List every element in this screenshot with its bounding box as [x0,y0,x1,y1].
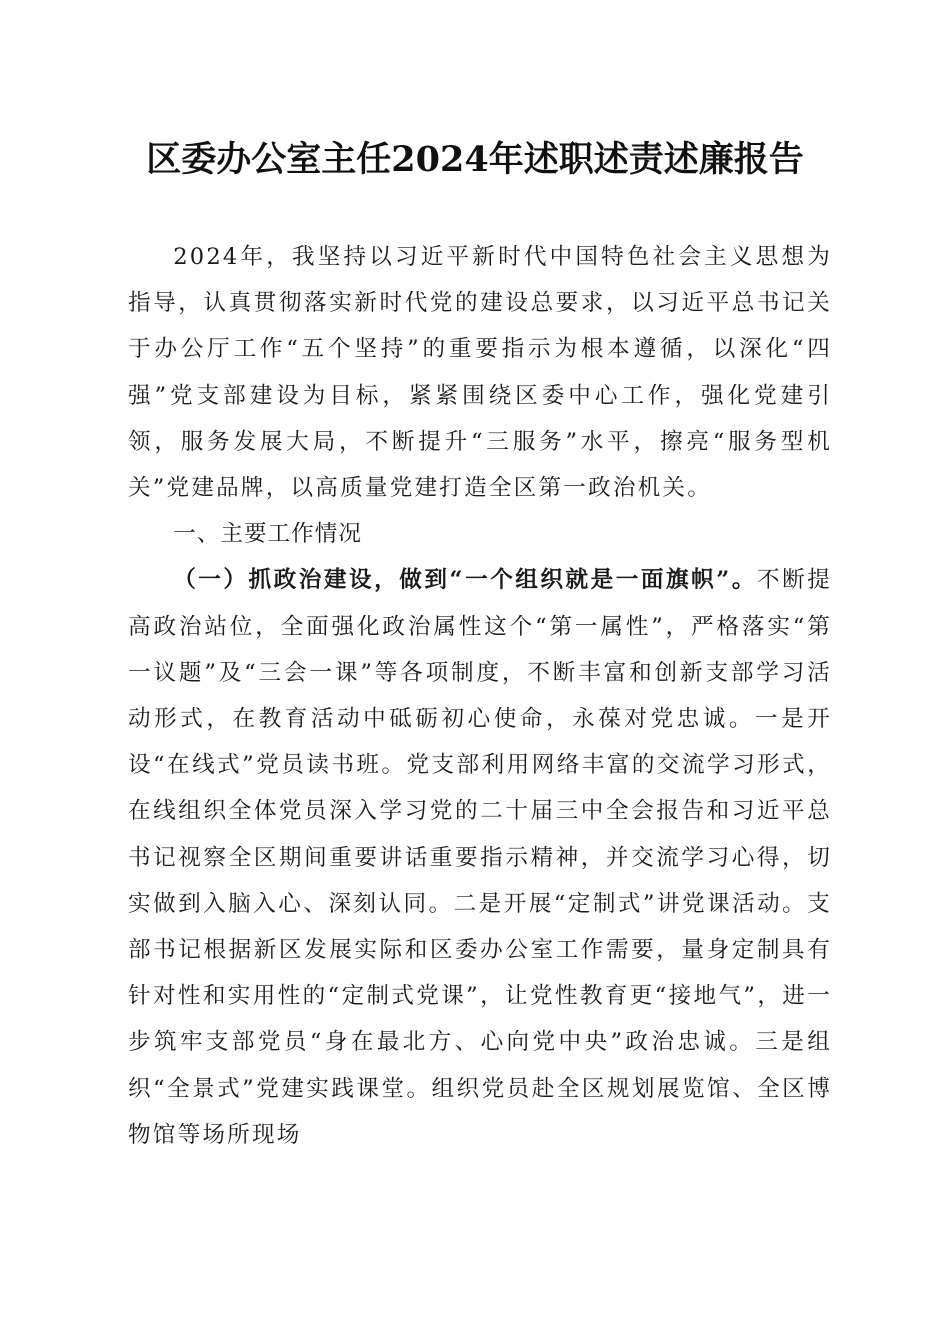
document-title: 区委办公室主任2024年述职述责述廉报告 [146,139,804,180]
subsection-title: （一）抓政治建设，做到“一个组织就是一面旗帜”。 [173,567,757,594]
subsection-body: 不断提高政治站位，全面强化政治属性这个“第一属性”，严格落实“第一议题”及“三会一课”等各项制度，不断丰富和创新支部学习活动形式，在教育活动中砥砺初心使命，永葆对党忠诚。一是开设“在线式”党员读书班。党支部利用网络丰富的交流学习形式，在线组织全体党员深入学习党的二十届三中全会报告和习近平总书记视察全区期间重要讲话重要指示精神，并交流学习心得，切实做到入脑入心、深刻认同。二是开展“定制式”讲党课活动。支部书记根据新区发展实际和区委办公室工作需要，量身定制具有针对性和实用性的“定制式党课”，让党性教育更“接地气”，进一步筑牢支部党员“身在最北方、心向党中央”政治忠诚。三是组织“全景式”党建实践课堂。组织党员赴全区规划展览馆、全区博物馆等场所现场 [128,567,832,1148]
subsection-paragraph-political-construction [128,557,832,1158]
section-heading-main-work: 一、主要工作情况 [173,521,362,548]
document-body [128,234,832,1158]
intro-paragraph: 2024年，我坚持以习近平新时代中国特色社会主义思想为指导，认真贯彻落实新时代党的建设总要求，以习近平总书记关于办公厅工作“五个坚持”的重要指示为根本遵循，以深化“四强”党支部建设为目标，紧紧围绕区委中心工作，强化党建引领，服务发展大局，不断提升“三服务”水平，擦亮“服务型机关”党建品牌，以高质量党建打造全区第一政治机关。 [128,244,832,502]
